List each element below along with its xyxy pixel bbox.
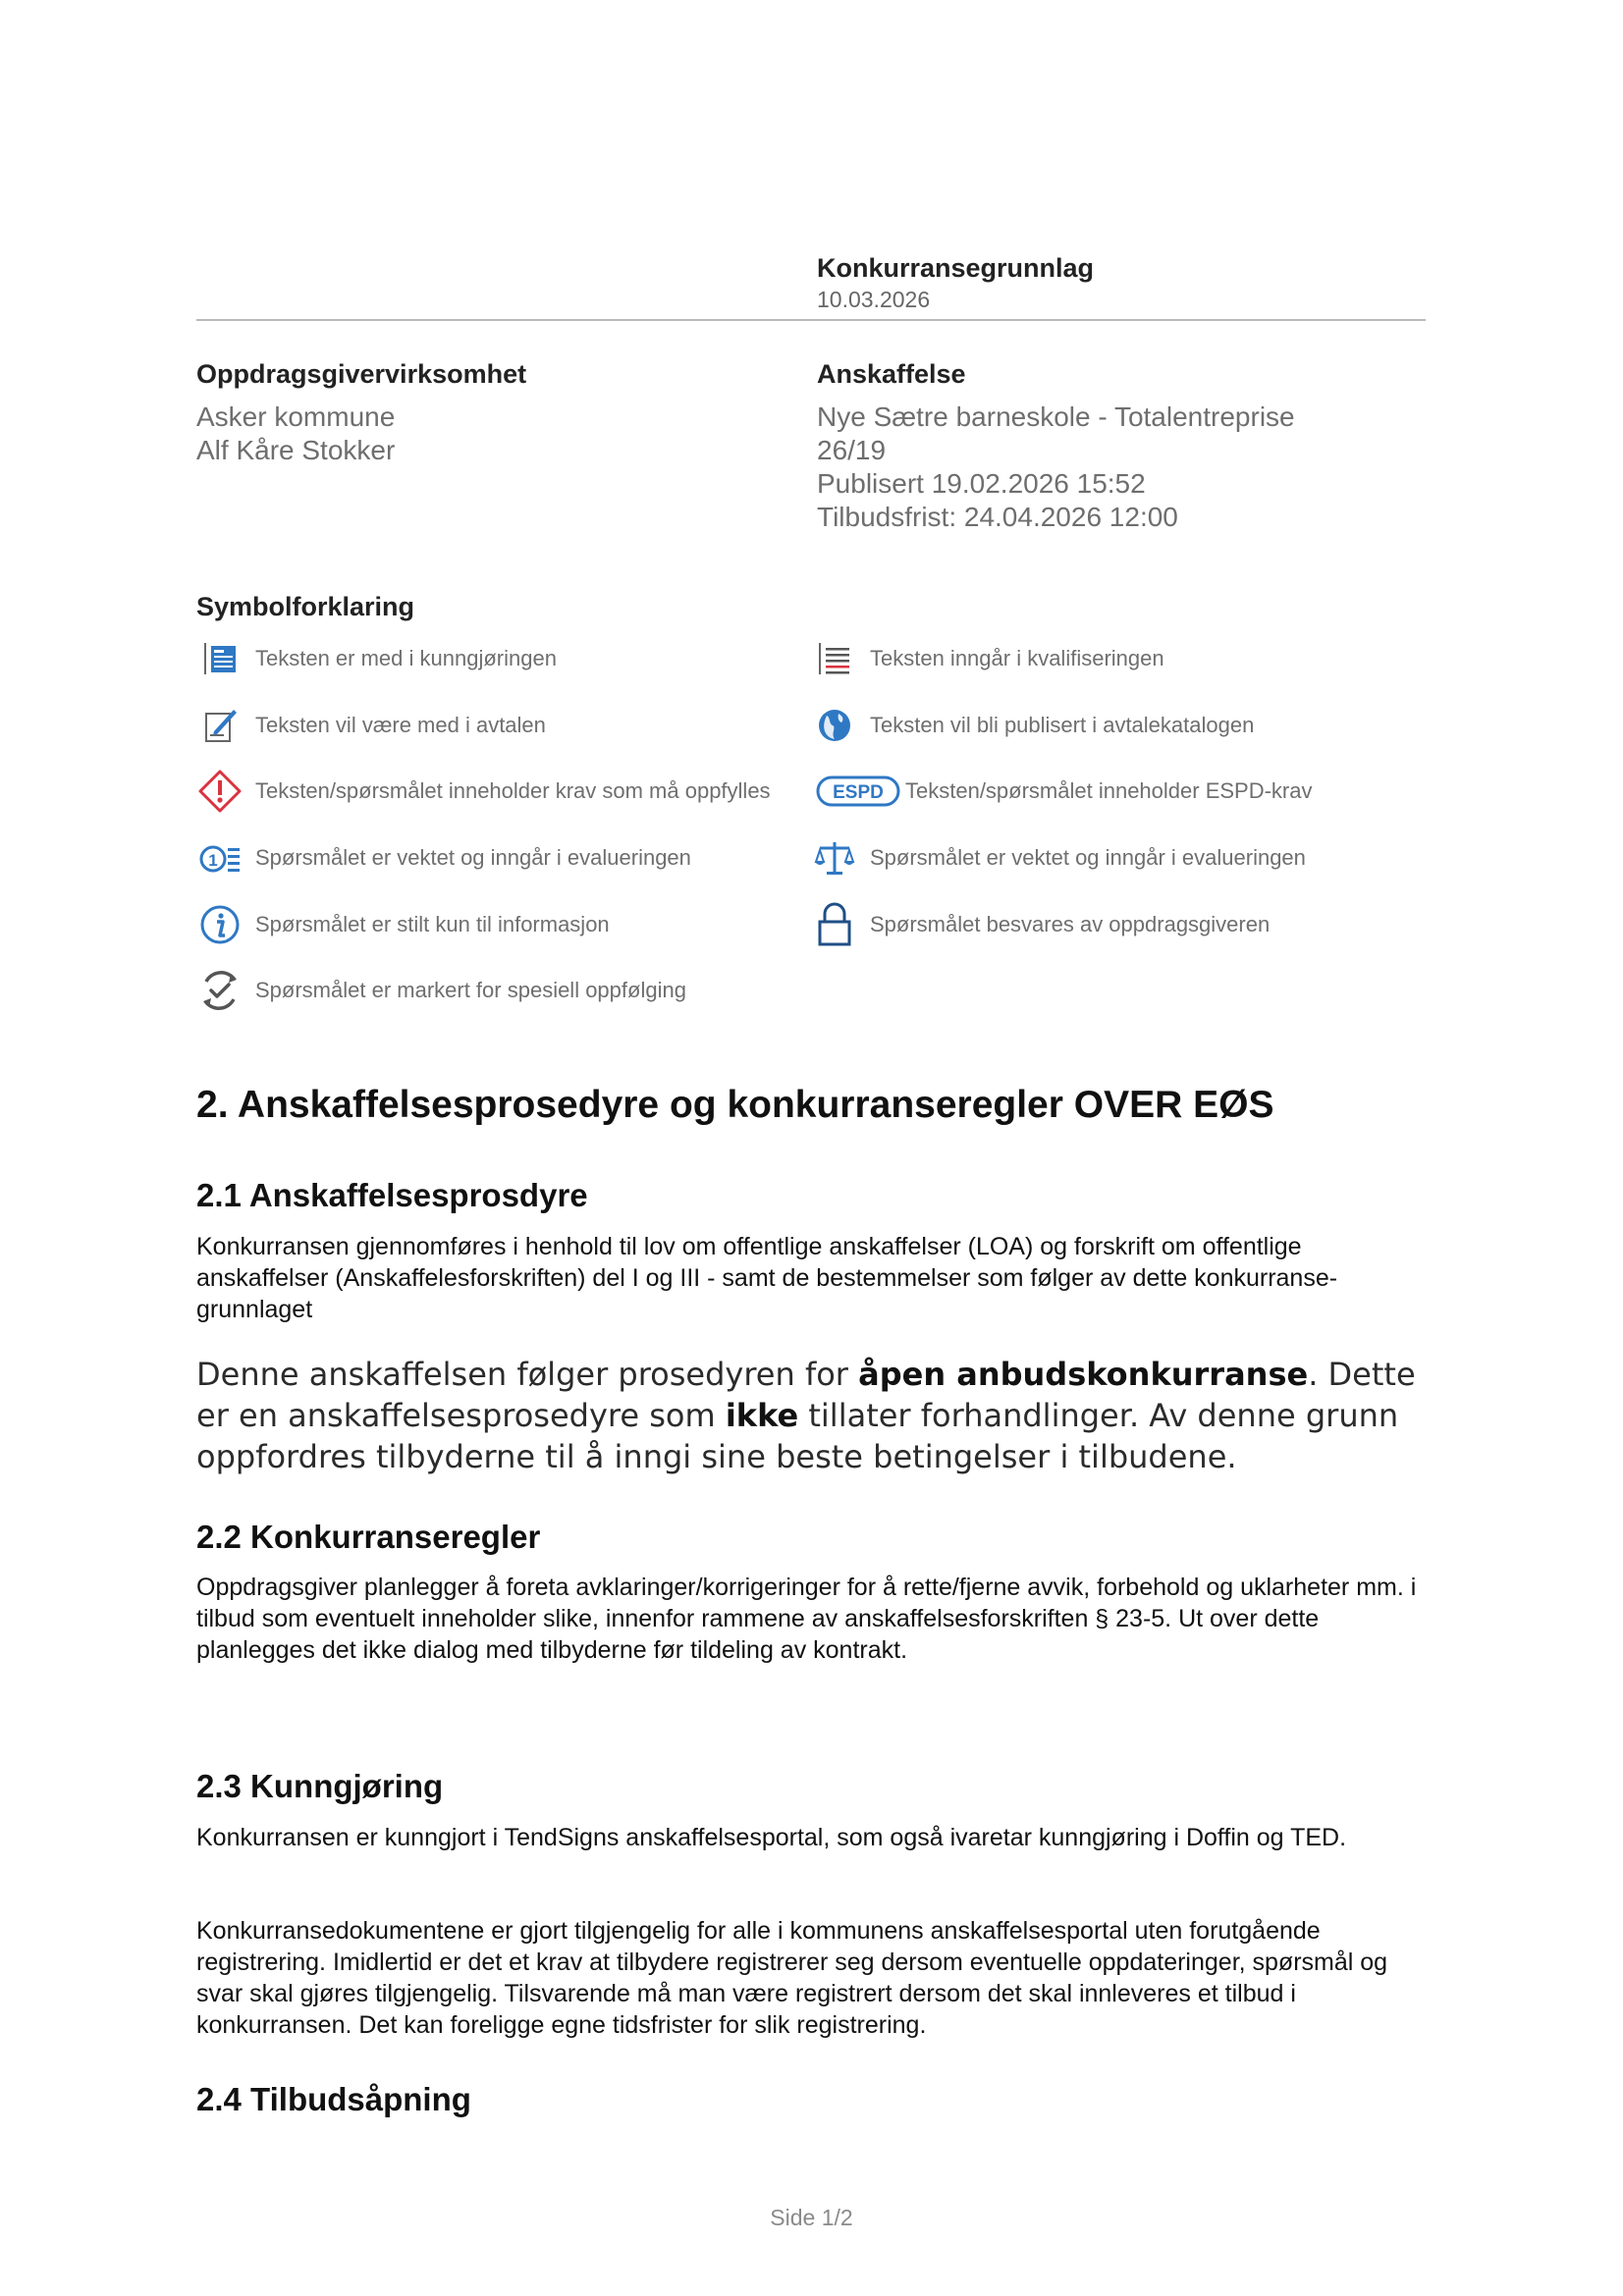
legend-item: Teksten er med i kunngjøringen	[196, 635, 557, 682]
client-info	[196, 400, 395, 467]
page-number: Side 1/2	[770, 2205, 853, 2230]
client-name: Asker kommune	[196, 401, 396, 432]
paragraph: Konkurransen gjennomføres i henhold til lov om offentlige anskaffelser (LOA) og forskrift om offentlige anskaffelser (Anskaffelesforskriften) del I og III - samt de bestemmelser som følger av dette konkurranse-grunnlaget	[196, 1233, 1338, 1323]
subsection-title-2-4: 2.4 Tilbudsåpning	[196, 2081, 471, 2117]
paragraph: Konkurransedokumentene er gjort tilgjengelig for alle i kommunens anskaffelsesportal uten forutgående registrering. Imidlertid er det et krav at tilbydere registrerer seg dersom eventuelle oppdateringer, spørsmål og svar skal gjøres tilgjengelig. Tilsvarende må man være registrert dersom det skal innleveres et tilbud i konkurransen. Det kan foreligge egne tidsfrister for slik registrering.	[196, 1917, 1388, 2039]
scales-icon	[811, 834, 858, 881]
legend-item: Spørsmålet besvares av oppdragsgiveren	[811, 901, 1270, 948]
globe-icon	[811, 702, 858, 749]
client-heading: Oppdragsgivervirksomhet	[196, 359, 527, 389]
legend-item: Teksten vil være med i avtalen	[196, 702, 546, 749]
legend-item: Spørsmålet er stilt kun til informasjon	[196, 901, 610, 948]
procurement-info	[817, 400, 1295, 534]
espd-badge-icon	[815, 768, 901, 815]
paragraph: Konkurransen er kunngjort i TendSigns anskaffelsesportal, som også ivaretar kunngjøring i Doffin og TED.	[196, 1824, 1347, 1851]
paragraph: Oppdragsgiver planlegger å foreta avklaringer/korrigeringer for å rette/fjerne avvik, forbehold og uklarheter mm. i tilbud som eventuelt inneholder slike, innenfor rammene av anskaffelsesforskriften § 23-5. Ut over dette planlegges det ikke dialog med tilbyderne før tildeling av kontrakt.	[196, 1574, 1417, 1664]
procurement-heading: Anskaffelse	[817, 359, 966, 389]
legend-item: ESPD Teksten/spørsmålet inneholder ESPD-krav	[815, 768, 1313, 815]
header-divider	[196, 319, 1426, 321]
svg-text:1: 1	[208, 851, 218, 870]
legend-item: Teksten vil bli publisert i avtalekatalogen	[811, 702, 1254, 749]
qualification-list-icon	[811, 635, 858, 682]
procurement-number: 26/19	[817, 435, 887, 465]
legend-item: Spørsmålet er markert for spesiell oppfølging	[196, 967, 686, 1014]
contract-pen-icon	[196, 702, 243, 749]
subsection-title-2-2: 2.2 Konkurranseregler	[196, 1519, 541, 1555]
warning-diamond-icon	[196, 768, 243, 815]
document-title: Konkurransegrunnlag	[817, 253, 1095, 283]
announcement-icon	[196, 635, 243, 682]
procurement-name: Nye Sætre barneskole - Totalentreprise	[817, 401, 1295, 432]
legend-item: 1 Spørsmålet er vektet og inngår i evalueringen	[196, 834, 691, 881]
subsection-title-2-3: 2.3 Kunngjøring	[196, 1768, 444, 1804]
legend-item: Spørsmålet er vektet og inngår i evalueringen	[811, 834, 1306, 881]
paragraph-procedure: Denne anskaffelsen følger prosedyren for åpen anbudskonkurranse. Dette er en anskaffelsesprosedyre som ikke tillater forhandlinger. Av denne grunn oppfordres tilbyderne til å inngi sine beste betingelser i tilbudene.	[196, 1356, 1416, 1475]
legend-item: Teksten/spørsmålet inneholder krav som må oppfylles	[196, 768, 771, 815]
lock-icon	[811, 901, 858, 948]
info-icon	[196, 901, 243, 948]
subsection-title-2-1: 2.1 Anskaffelsesprosdyre	[196, 1177, 588, 1213]
client-contact: Alf Kåre Stokker	[196, 435, 396, 465]
svg-text:ESPD: ESPD	[833, 782, 884, 803]
legend-title: Symbolforklaring	[196, 592, 415, 621]
document-date: 10.03.2026	[817, 287, 931, 312]
legend-item: Teksten inngår i kvalifiseringen	[811, 635, 1164, 682]
weighted-number-icon	[196, 834, 243, 881]
section-title: 2. Anskaffelsesprosedyre og konkurranseregler OVER EØS	[196, 1084, 1274, 1126]
procurement-deadline: Tilbudsfrist: 24.04.2026 12:00	[817, 502, 1178, 532]
procurement-published: Publisert 19.02.2026 15:52	[817, 468, 1146, 499]
follow-up-check-icon	[196, 967, 243, 1014]
